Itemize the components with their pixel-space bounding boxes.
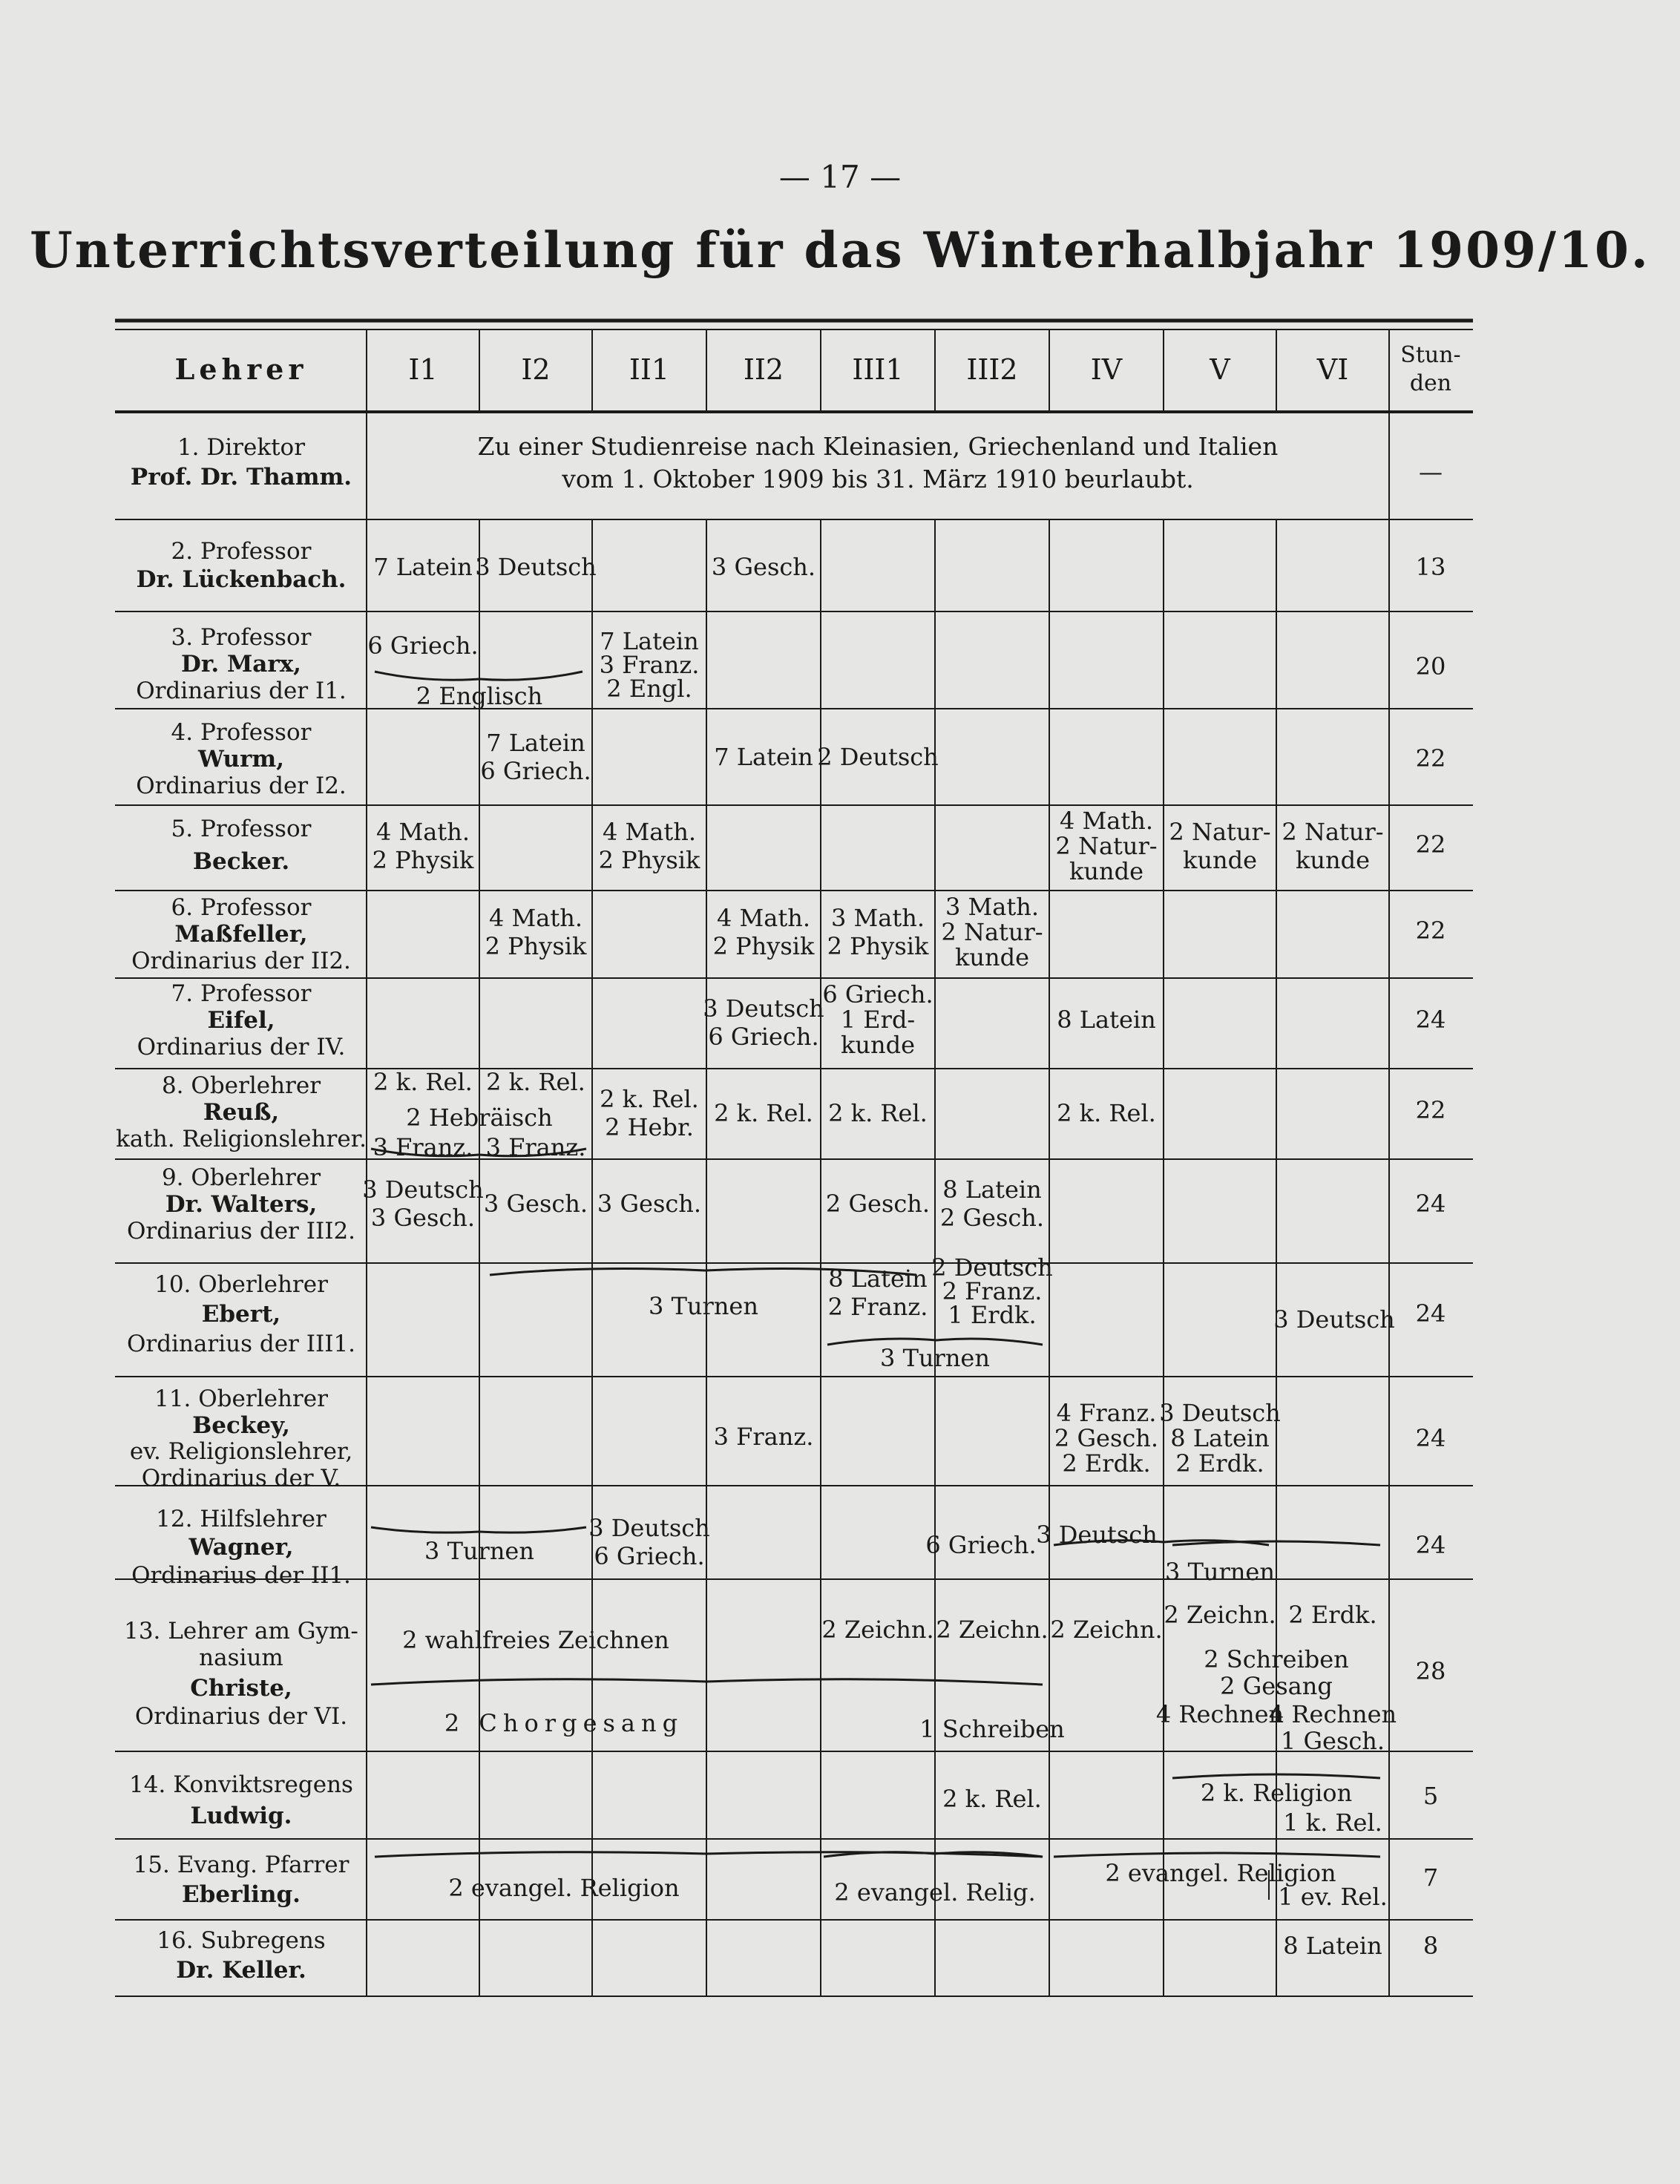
cell: 3 Franz. <box>713 1423 814 1451</box>
hours-cell: 24 <box>1415 1190 1446 1218</box>
cell: 8 Latein 2 Gesch. <box>939 1175 1045 1232</box>
teacher-name: Wagner, <box>188 1534 294 1561</box>
cell: 2 k. Rel. <box>942 1785 1042 1813</box>
teacher-title: 10. Oberlehrer <box>154 1271 328 1298</box>
teacher-name: Wurm, <box>197 746 285 773</box>
cell: 2 evangel. Relig. <box>834 1878 1036 1906</box>
hours-cell: — <box>1419 458 1443 486</box>
teacher-title: 16. Subregens <box>157 1927 326 1954</box>
teacher-title: 14. Konviktsregens <box>129 1771 353 1798</box>
cell: 3 Deutsch 6 Griech. <box>588 1514 710 1570</box>
cell: 3 Turnen <box>880 1344 990 1372</box>
cell: 2 wahlfreies Zeichnen <box>402 1626 669 1654</box>
hours-cell: 8 <box>1423 1932 1439 1960</box>
hours-cell: 22 <box>1415 830 1446 859</box>
hours-cell: 5 <box>1423 1782 1439 1810</box>
teacher-name: Eberling. <box>182 1881 301 1908</box>
cell: 3 Gesch. <box>597 1190 702 1218</box>
hours-cell: 7 <box>1423 1863 1439 1892</box>
cell: 2 k. Rel. 2 Hebr. <box>600 1085 699 1141</box>
cell: 2 Deutsch 2 Franz. 1 Erdk. <box>931 1253 1053 1329</box>
header-class-IV: IV <box>1090 353 1123 386</box>
cell: 1 ev. Rel. <box>1278 1883 1388 1911</box>
cell: 2 k. Rel. <box>486 1068 585 1096</box>
leave-note: Zu einer Studienreise nach Kleinasien, Griechenland und Italien vom 1. Oktober 1909 bis 31. März 1910 beurlaubt. <box>477 432 1279 493</box>
cell: 2 Englisch <box>416 682 543 710</box>
hours-cell: 28 <box>1415 1657 1446 1685</box>
header-hours: Stun- den <box>1400 342 1461 396</box>
teacher-name: Dr. Marx, <box>181 651 301 678</box>
hours-cell: 22 <box>1415 916 1446 945</box>
hours-cell: 24 <box>1415 1006 1446 1034</box>
teacher-title: 6. Professor <box>171 894 312 921</box>
teacher-title: 8. Oberlehrer <box>161 1072 321 1099</box>
header-class-III2: III2 <box>966 353 1018 386</box>
cell: 2 Gesch. <box>825 1190 931 1218</box>
cell: 2 Schreiben 2 Gesang <box>1204 1645 1349 1700</box>
teacher-title: 5. Professor <box>171 816 312 842</box>
cell: 7 Latein 3 Franz. 2 Engl. <box>599 627 700 703</box>
hours-cell: 13 <box>1415 553 1446 581</box>
cell: 4 Franz. 2 Gesch. 2 Erdk. <box>1054 1399 1159 1478</box>
teacher-role: Ordinarius der VI. <box>134 1703 348 1730</box>
teacher-title: 1. Direktor <box>177 434 306 461</box>
header-teacher: Lehrer <box>174 352 308 386</box>
teacher-title: 12. Hilfslehrer <box>156 1506 327 1532</box>
teacher-name: Eifel, <box>207 1007 275 1034</box>
cell: 3 Deutsch <box>1036 1521 1158 1549</box>
teacher-title: 2. Professor <box>171 538 312 565</box>
cell: 2 k. Rel. <box>373 1068 473 1096</box>
cell: 2 evangel. Religion <box>448 1874 680 1902</box>
cell: 7 Latein 6 Griech. <box>480 729 591 785</box>
hours-cell: 24 <box>1415 1531 1446 1559</box>
header-class-I1: I1 <box>408 353 438 386</box>
cell: 3 Turnen <box>424 1537 534 1565</box>
page-title: Unterrichtsverteilung für das Winterhalbjahr 1909/10. <box>30 221 1650 279</box>
teacher-title: 15. Evang. Pfarrer <box>133 1852 350 1878</box>
cell: 3 Deutsch <box>1273 1305 1395 1334</box>
cell: 8 Latein <box>1057 1006 1156 1034</box>
teacher-name: Ebert, <box>201 1301 281 1328</box>
header-class-I2: I2 <box>521 353 551 386</box>
cell: 4 Math. 2 Physik <box>485 904 587 960</box>
cell: 4 Math. 2 Physik <box>598 818 700 874</box>
teacher-title: 3. Professor <box>171 624 312 651</box>
hours-cell: 24 <box>1415 1299 1446 1328</box>
hours-cell: 22 <box>1415 744 1446 773</box>
teacher-name: Becker. <box>192 848 290 875</box>
teacher-role: Ordinarius der III2. <box>126 1218 356 1245</box>
teacher-title: 11. Oberlehrer <box>154 1386 328 1412</box>
cell: 8 Latein 2 Franz. <box>827 1265 928 1321</box>
cell: 2 Zeichn. <box>1050 1616 1163 1644</box>
header-class-VI: VI <box>1316 353 1349 386</box>
cell: 3 Turnen <box>649 1292 758 1320</box>
teacher-title: 4. Professor <box>171 719 312 746</box>
cell: 3 Turnen <box>1165 1558 1275 1586</box>
teacher-name: Beckey, <box>192 1412 290 1439</box>
page-number: — 17 — <box>778 159 902 195</box>
teacher-name: Reuß, <box>203 1099 280 1126</box>
cell: 1 Schreiben <box>919 1715 1065 1743</box>
cell: 3 Gesch. <box>711 553 816 581</box>
teacher-role: Ordinarius der II2. <box>131 948 351 974</box>
cell: 2 evangel. Religion <box>1105 1859 1336 1887</box>
cell: 6 Griech. <box>367 632 479 660</box>
cell: 2 k. Rel. <box>1057 1099 1156 1127</box>
teacher-name: Ludwig. <box>190 1803 292 1829</box>
cell: 4 Math. 2 Physik <box>712 904 815 960</box>
cell: 2 Natur- kunde <box>1169 818 1271 874</box>
teacher-title: 7. Professor <box>171 980 312 1007</box>
cell: 4 Rechnen <box>1155 1700 1284 1728</box>
cell: 7 Latein <box>373 553 473 581</box>
cell: 6 Griech. 1 Erd- kunde <box>822 980 933 1059</box>
hours-cell: 20 <box>1415 652 1446 681</box>
cell: 3 Deutsch <box>475 553 597 581</box>
cell: 8 Latein <box>1283 1932 1382 1960</box>
teacher-role: Ordinarius der IV. <box>137 1034 346 1060</box>
cell: 3 Deutsch 3 Gesch. <box>362 1175 484 1232</box>
teacher-name: Maßfeller, <box>174 921 308 948</box>
header-class-II1: II1 <box>629 353 670 386</box>
teacher-role: Ordinarius der I1. <box>136 678 347 704</box>
teacher-title: 13. Lehrer am Gym- nasium <box>124 1618 358 1671</box>
hours-cell: 24 <box>1415 1424 1446 1452</box>
header-class-V: V <box>1210 353 1230 386</box>
cell: 3 Franz. <box>373 1133 473 1161</box>
hours-cell: 22 <box>1415 1096 1446 1124</box>
cell: 3 Franz. <box>485 1133 586 1161</box>
teacher-role: Ordinarius der I2. <box>136 773 347 799</box>
cell: 6 Griech. <box>925 1531 1037 1559</box>
cell: 2 Hebräisch <box>406 1104 553 1132</box>
teacher-name: Dr. Keller. <box>176 1957 306 1984</box>
teacher-role: ev. Religionslehrer, Ordinarius der V. <box>129 1438 353 1492</box>
header-class-III1: III1 <box>852 353 904 386</box>
cell: 2 k. Rel. <box>714 1099 813 1127</box>
cell: 2 Natur- kunde <box>1282 818 1384 874</box>
cell: 2 Zeichn. <box>821 1616 934 1644</box>
cell: 3 Gesch. <box>483 1190 588 1218</box>
teacher-name: Dr. Walters, <box>165 1191 318 1218</box>
teacher-role: Ordinarius der II1. <box>131 1562 351 1589</box>
cell: 3 Deutsch 8 Latein 2 Erdk. <box>1159 1399 1281 1478</box>
cell: 3 Math. 2 Natur- kunde <box>941 893 1043 971</box>
cell: 3 Math. 2 Physik <box>827 904 929 960</box>
cell: 4 Math. 2 Physik <box>372 818 474 874</box>
teacher-title: 9. Oberlehrer <box>161 1164 321 1191</box>
cell: 2 Erdk. <box>1288 1601 1377 1629</box>
teacher-name: Prof. Dr. Thamm. <box>130 464 352 491</box>
cell: 2 Deutsch <box>817 743 939 771</box>
cell: 4 Math. 2 Natur- kunde <box>1055 807 1158 885</box>
teacher-role: kath. Religionslehrer. <box>116 1126 367 1152</box>
cell: 2 k. Religion <box>1200 1779 1353 1807</box>
header-class-II2: II2 <box>743 353 784 386</box>
cell: 2 Zeichn. <box>1164 1601 1276 1629</box>
cell: 1 k. Rel. <box>1283 1808 1382 1837</box>
cell: 2 Zeichn. <box>936 1616 1049 1644</box>
teacher-name: Christe, <box>190 1675 292 1702</box>
cell: 3 Deutsch 6 Griech. <box>703 994 824 1051</box>
teacher-role: Ordinarius der III1. <box>126 1331 356 1357</box>
cell: 2 Chorgesang <box>444 1709 684 1737</box>
cell: 2 k. Rel. <box>828 1099 928 1127</box>
teacher-name: Dr. Lückenbach. <box>136 566 347 593</box>
cell: 7 Latein <box>714 743 813 771</box>
cell: 4 Rechnen 1 Gesch. <box>1268 1700 1397 1755</box>
